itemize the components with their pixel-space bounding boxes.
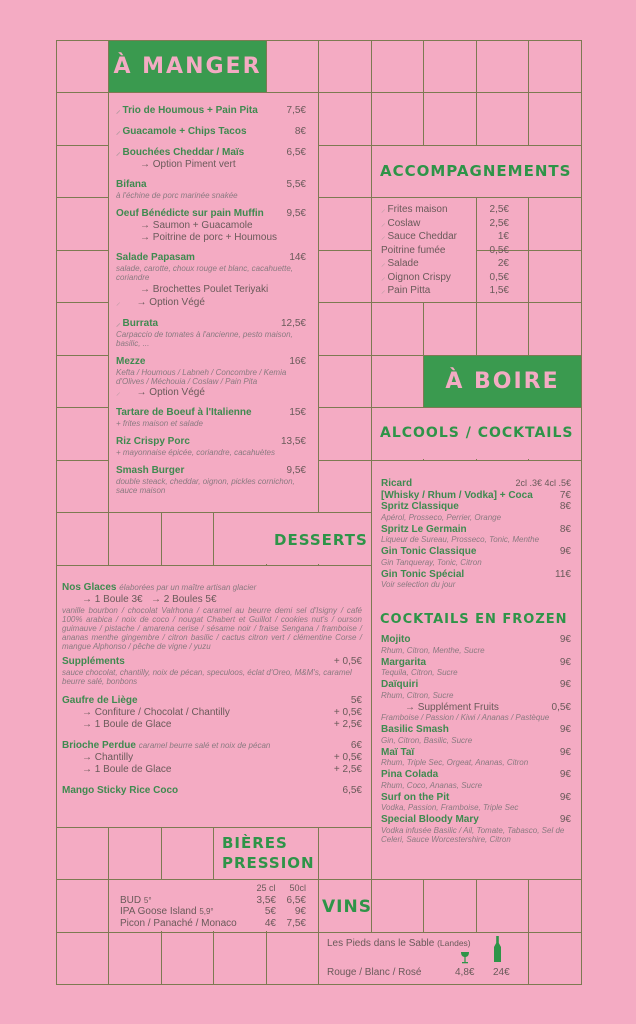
menu-item <box>381 257 509 271</box>
item-name: Mango Sticky Rice Coco <box>62 785 179 796</box>
item-price: 9€ <box>559 656 571 668</box>
boire-banner <box>424 356 581 407</box>
manger-list <box>116 104 306 495</box>
menu-item <box>62 785 362 797</box>
menu-item <box>381 244 509 258</box>
vins-title: VINS <box>322 897 372 917</box>
menu-item <box>116 179 306 200</box>
item-name: Sauce Cheddar <box>387 231 458 242</box>
menu-item <box>381 284 509 298</box>
item-price: 6,5€ <box>342 785 362 796</box>
item-price: 1€ <box>497 231 509 242</box>
item-desc: à l'échine de porc marinée snakée <box>116 191 238 200</box>
menu-item <box>62 582 362 594</box>
item-name: Margarita <box>381 656 427 668</box>
item-name: Oeuf Bénédicte sur pain Muffin <box>116 208 264 219</box>
item-name: Trio de Houmous + Pain Pita <box>122 105 258 116</box>
item-name: Surf on the Pit <box>381 791 450 803</box>
item-price: 11€ <box>555 568 571 580</box>
item-name: Special Bloody Mary <box>381 814 479 825</box>
item-price: 8€ <box>559 523 571 535</box>
menu-item <box>381 792 571 813</box>
item-price: 12,5€ <box>280 318 306 329</box>
item-price: 8€ <box>294 126 306 137</box>
item-desc: Rhum, Citron, Sucre <box>381 690 454 700</box>
item-price: 14€ <box>289 252 306 263</box>
menu-item <box>116 104 306 117</box>
menu-item <box>116 125 306 138</box>
item-name: Basilic Smash <box>381 724 449 735</box>
item-price: 2€ <box>497 258 509 269</box>
item-option: → Poitrine de porc + Houmous <box>140 232 278 243</box>
item-name: Smash Burger <box>116 465 185 476</box>
menu-item <box>381 490 571 502</box>
bieres-title <box>222 833 315 873</box>
item-option: → Confiture / Chocolat / Chantilly <box>82 707 230 718</box>
item-name: Bifana <box>116 179 147 190</box>
menu-item <box>381 679 571 700</box>
item-price: 9€ <box>559 679 571 690</box>
item-name: Mojito <box>381 634 411 645</box>
item-price: 0,5€ <box>489 271 509 283</box>
item-price: 9€ <box>559 769 571 780</box>
glace-flavors: vanille bourbon / chocolat Valrhona / caramel au beurre demi sel d'Isigny / café 100% arabica / noix de coco / nougat Chabert et Guillot / cookies nut's / ourson guimauve / pistache / amarena cerise / sésame noir / fraise Sengana / framboise / ananas menthe gingembre / citron basilic / cactus citron vert / clémentine Corse / mangue Alphonso / pêche de vigne / yuzu <box>62 606 362 651</box>
col-25cl: 25 cl <box>256 883 276 893</box>
price-25: 3,5€ <box>256 894 276 906</box>
bieres-title-line2: PRESSION <box>222 854 315 872</box>
item-name: Poitrine fumée <box>381 244 446 256</box>
menu-item <box>62 656 362 686</box>
item-price: 5,5€ <box>286 179 306 190</box>
leaf-icon: ⸝ <box>116 297 121 307</box>
menu-item <box>116 252 306 309</box>
leaf-icon: ⸝ <box>381 217 386 228</box>
menu-item <box>381 657 571 678</box>
item-price: 6,5€ <box>286 147 306 158</box>
menu-item <box>381 569 571 590</box>
item-desc: Gin, Citron, Basilic, Sucre <box>381 735 473 745</box>
item-name: Brioche Perdue <box>62 740 136 751</box>
item-desc: + mayonnaise épicée, coriandre, cacahuètes <box>116 448 275 457</box>
menu-item <box>381 478 571 490</box>
item-option-price: + 0,5€ <box>333 707 362 718</box>
wine-name: Les Pieds dans le Sable <box>327 938 435 949</box>
beer-name: BUD <box>120 894 142 906</box>
price-50: 7,5€ <box>286 917 306 929</box>
item-note: caramel beurre salé et noix de pécan <box>138 741 271 750</box>
menu-item <box>381 524 571 545</box>
menu-item <box>381 724 571 745</box>
menu-item <box>381 546 571 567</box>
menu-item <box>381 769 571 790</box>
item-desc: sauce chocolat, chantilly, noix de pécan, speculoos, éclat d'Oreo, M&M's, caramel beurre salé, bonbons <box>62 668 352 686</box>
item-option: → Chantilly <box>82 752 134 763</box>
beer-degree: 5,9° <box>199 907 214 916</box>
leaf-icon: ⸝ <box>116 126 121 136</box>
item-price: 1,5€ <box>489 285 509 296</box>
menu-item <box>381 702 571 723</box>
item-price: 9€ <box>559 791 571 803</box>
glace-2-boules: → 2 Boules 5€ <box>150 594 217 605</box>
item-name: Riz Crispy Porc <box>116 436 190 447</box>
menu-item <box>381 217 509 231</box>
item-desc: Vodka, Passion, Framboise, Triple Sec <box>381 803 519 812</box>
item-name: Mezze <box>116 356 146 367</box>
leaf-icon: ⸝ <box>381 231 386 241</box>
desserts-list <box>62 582 362 797</box>
item-desc: Rhum, Triple Sec, Orgeat, Ananas, Citron <box>381 758 529 767</box>
item-price: 13,5€ <box>280 436 306 447</box>
desserts-title: DESSERTS <box>274 531 368 549</box>
item-name: Gin Tonic Spécial <box>381 568 465 580</box>
price-25: 5€ <box>264 906 276 917</box>
menu-item <box>381 634 571 655</box>
item-price: 15€ <box>289 407 306 418</box>
item-name: Burrata <box>122 318 159 329</box>
menu-item <box>116 317 306 348</box>
beer-name: Picon / Panaché / Monaco <box>120 917 237 929</box>
item-option: → Option Végé <box>136 297 205 308</box>
item-desc: Rhum, Citron, Menthe, Sucre <box>381 645 485 655</box>
item-name: Frites maison <box>387 204 448 215</box>
item-option: → Option Végé <box>136 387 205 398</box>
item-price: 0,5€ <box>551 701 571 713</box>
item-desc: Rhum, Coco, Ananas, Sucre <box>381 780 483 790</box>
item-option: → 1 Boule de Glace <box>82 719 172 730</box>
leaf-icon: ⸝ <box>116 387 121 397</box>
menu-item <box>116 465 306 495</box>
item-name: Gin Tonic Classique <box>381 546 477 557</box>
price-25: 4€ <box>264 917 276 929</box>
accompagnements-list <box>381 203 509 298</box>
item-option-price: + 0,5€ <box>333 752 362 763</box>
item-price: 0,5€ <box>489 244 509 256</box>
item-price: 9,5€ <box>286 208 306 219</box>
menu-item <box>381 230 509 244</box>
item-name: Salade Papasam <box>116 252 195 263</box>
item-name: Oignon Crispy <box>387 271 451 283</box>
item-desc: double steack, cheddar, oignon, pickles cornichon, sauce maison <box>116 477 295 495</box>
item-option: → 1 Boule de Glace <box>82 764 172 775</box>
item-name: Pain Pitta <box>387 285 431 296</box>
menu-item <box>62 695 362 731</box>
item-option: → Option Piment vert <box>140 159 236 170</box>
wine-bottle-icon <box>493 936 502 965</box>
menu-item <box>381 814 571 844</box>
menu-item <box>381 271 509 285</box>
item-name: Guacamole + Chips Tacos <box>122 126 247 137</box>
menu-item <box>62 740 362 776</box>
item-desc: Voir selection du jour <box>381 580 456 589</box>
price-50: 6,5€ <box>286 894 306 906</box>
item-note: élaborées par un maître artisan glacier <box>119 583 257 592</box>
menu-item <box>381 203 509 217</box>
leaf-icon: ⸝ <box>381 271 386 282</box>
boire-title: À BOIRE <box>445 369 560 394</box>
menu-item <box>116 436 306 457</box>
item-desc: salade, carotte, choux rouge et blanc, cacahuette, coriandre <box>116 264 294 282</box>
item-price: 9€ <box>559 746 571 758</box>
manger-title: À MANGER <box>113 54 262 79</box>
menu-item <box>116 407 306 428</box>
item-price: 2cl .3€ 4cl .5€ <box>515 478 571 488</box>
wine-region: (Landes) <box>437 938 471 948</box>
item-price: 2,5€ <box>489 204 509 215</box>
alcools-list <box>381 478 571 589</box>
bieres-title-line1: BIÈRES <box>222 834 288 852</box>
item-price: 7,5€ <box>286 105 306 116</box>
beer-row <box>120 918 306 930</box>
item-price: 9€ <box>559 546 571 557</box>
item-option: → Saumon + Guacamole <box>140 220 253 231</box>
item-desc: Apérol, Prosseco, Perrier, Orange <box>381 512 502 522</box>
leaf-icon: ⸝ <box>381 204 386 214</box>
item-price: 5€ <box>350 695 362 706</box>
price-50: 9€ <box>294 906 306 917</box>
item-price: 8€ <box>559 501 571 512</box>
item-name: Coslaw <box>387 217 421 229</box>
item-desc: Vodka infusée Basilic / Ail, Tomate, Tabasco, Sel de Celeri, Sauce Worcestershire, Citron <box>381 825 565 844</box>
item-price: 9€ <box>559 634 571 645</box>
item-desc: Framboise / Passion / Kiwi / Ananas / Pastèque <box>381 713 550 722</box>
bieres-list <box>120 883 306 929</box>
item-option-price: + 2,5€ <box>333 719 362 730</box>
item-name: Nos Glaces <box>62 582 117 593</box>
menu-item <box>116 208 306 244</box>
col-50cl: 50cl <box>289 883 306 893</box>
item-desc: Tequila, Citron, Sucre <box>381 668 458 677</box>
item-name: [Whisky / Rhum / Vodka] + Coca <box>381 489 533 501</box>
item-price: 16€ <box>289 356 306 367</box>
glass-price: 4,8€ <box>455 967 475 978</box>
item-price: 9€ <box>559 814 571 825</box>
grid-line <box>581 40 582 985</box>
item-name: Ricard <box>381 478 413 489</box>
item-desc: + frites maison et salade <box>116 419 203 428</box>
manger-banner <box>109 41 266 92</box>
vins-block <box>327 938 522 978</box>
item-option-price: + 2,5€ <box>333 764 362 775</box>
bottle-price: 24€ <box>493 967 510 978</box>
item-name: Bouchées Cheddar / Maïs <box>122 147 245 158</box>
alcools-title: ALCOOLS / COCKTAILS <box>380 425 574 441</box>
menu-item <box>116 356 306 399</box>
item-option: → Brochettes Poulet Teriyaki <box>140 284 269 295</box>
item-price: 2,5€ <box>489 217 509 229</box>
item-name: Salade <box>387 258 419 269</box>
glace-1-boule: → 1 Boule 3€ <box>82 594 143 605</box>
item-desc: Liqueur de Sureau, Prosseco, Tonic, Menthe <box>381 535 540 544</box>
beer-row <box>120 906 306 918</box>
frozen-title: COCKTAILS EN FROZEN <box>380 612 568 627</box>
menu-item <box>116 146 306 171</box>
item-name: Spritz Classique <box>381 501 459 512</box>
leaf-icon: ⸝ <box>381 258 386 268</box>
item-name: Maï Taï <box>381 746 415 758</box>
wine-colors: Rouge / Blanc / Rosé <box>327 967 422 978</box>
leaf-icon: ⸝ <box>116 318 121 328</box>
item-price: + 0,5€ <box>333 656 362 667</box>
beer-degree: 5° <box>143 895 152 905</box>
item-name: Daïquiri <box>381 679 419 690</box>
item-name: Suppléments <box>62 656 125 667</box>
item-price: 7€ <box>559 489 571 501</box>
item-desc: Gin Tanqueray, Tonic, Citron <box>381 557 482 567</box>
beer-name: IPA Goose Island <box>120 906 197 917</box>
item-price: 6€ <box>350 740 362 751</box>
frozen-list <box>381 634 571 844</box>
item-price: 9€ <box>559 724 571 735</box>
grid-line <box>56 40 57 985</box>
leaf-icon: ⸝ <box>116 147 121 157</box>
menu-item <box>381 747 571 768</box>
leaf-icon: ⸝ <box>116 105 121 115</box>
item-name: → Supplément Fruits <box>405 701 499 713</box>
item-name: Gaufre de Liège <box>62 695 138 706</box>
item-name: Spritz Le Germain <box>381 523 467 535</box>
item-price: 9,5€ <box>286 465 306 476</box>
item-name: Pina Colada <box>381 769 439 780</box>
accompagnements-title: ACCOMPAGNEMENTS <box>380 162 572 180</box>
menu-item <box>381 501 571 522</box>
wine-glass-icon <box>460 951 470 967</box>
item-desc: Kefta / Houmous / Labneh / Concombre / Kemia d'Olives / Méchouia / Coslaw / Pain Pita <box>116 368 287 386</box>
leaf-icon: ⸝ <box>381 285 386 295</box>
item-desc: Carpaccio de tomates à l'ancienne, pesto maison, basilic, ... <box>116 330 293 348</box>
item-name: Tartare de Boeuf à l'Italienne <box>116 407 252 418</box>
beer-row <box>120 895 306 907</box>
